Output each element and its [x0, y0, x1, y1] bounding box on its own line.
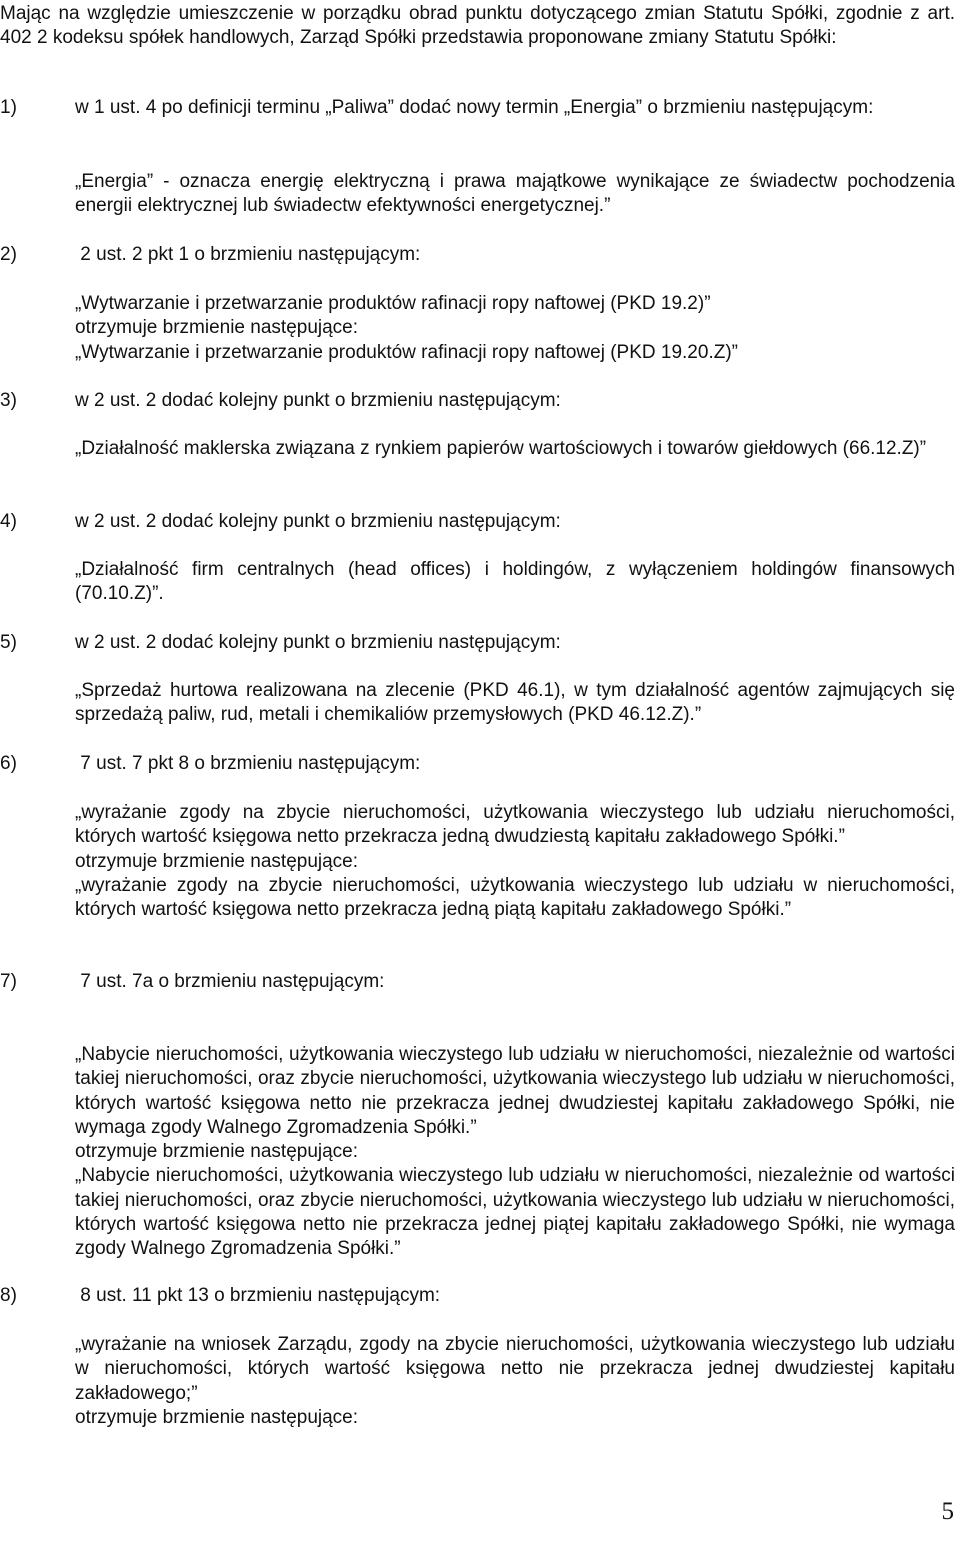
item-number: 4)	[0, 511, 17, 532]
quote-text: „Nabycie nieruchomości, użytkowania wieczystego lub udziału w nieruchomości, niezależnie od wartości takiej nieruchomości, oraz zbycie nieruchomości, użytkowania wieczystego lub udziału w nieruchomości, których wartość księgowa netto nie przekracza jednej piątej kapitału zakładowego Spółki, nie wymaga zgody Walnego Zgromadzenia Spółki.”	[75, 1165, 955, 1260]
quote-text: „Działalność maklerska związana z rynkiem papierów wartościowych i towarów giełdowych (66.12.Z)”	[75, 438, 927, 459]
item-number: 7)	[0, 971, 17, 992]
quote-text: „Działalność firm centralnych (head offices) i holdingów, z wyłączeniem holdingów finansowych (70.10.Z)”.	[75, 559, 955, 605]
item-heading: 7 ust. 7a o brzmieniu następującym:	[75, 971, 385, 992]
item-1-body	[75, 170, 955, 219]
item-number: 6)	[0, 753, 17, 774]
item-heading: 7 ust. 7 pkt 8 o brzmieniu następującym:	[75, 753, 421, 774]
change-label: otrzymuje brzmienie następujące:	[75, 317, 359, 339]
item-number: 5)	[0, 632, 17, 653]
quote-text: „Sprzedaż hurtowa realizowana na zlecenie (PKD 46.1), w tym działalność agentów zajmujących się sprzedażą paliw, rud, metali i chemikaliów przemysłowych (PKD 46.12.Z).”	[75, 680, 955, 726]
item-5	[0, 631, 955, 655]
item-7	[0, 970, 955, 994]
item-heading: w 2 ust. 2 dodać kolejny punkt o brzmieniu następującym:	[75, 511, 561, 532]
change-label: otrzymuje brzmienie następujące:	[75, 1406, 359, 1428]
item-3-body	[75, 437, 955, 461]
change-label: otrzymuje brzmienie następujące:	[75, 850, 359, 872]
change-label: otrzymuje brzmienie następujące:	[75, 1141, 359, 1163]
intro-paragraph	[0, 2, 955, 51]
quote-text: „Wytwarzanie i przetwarzanie produktów rafinacji ropy naftowej (PKD 19.2)”	[75, 293, 711, 314]
quote-text: „wyrażanie zgody na zbycie nieruchomości, użytkowania wieczystego lub udziału nieruchomości, których wartość księgowa netto przekracza jedną dwudziestą kapitału zakładowego Spółki.”	[75, 802, 955, 848]
quote-text: „Nabycie nieruchomości, użytkowania wieczystego lub udziału w nieruchomości, niezależnie od wartości takiej nieruchomości, oraz zbycie nieruchomości, użytkowania wieczystego lub udziału w nieruchomości, których wartość księgowa netto nie przekracza jednej dwudziestej kapitału zakładowego Spółki, nie wymaga zgody Walnego Zgromadzenia Spółki.”	[75, 1044, 955, 1138]
item-heading: w 2 ust. 2 dodać kolejny punkt o brzmieniu następującym:	[75, 632, 561, 653]
item-heading: w 2 ust. 2 dodać kolejny punkt o brzmieniu następującym:	[75, 390, 561, 411]
item-number: 8)	[0, 1285, 17, 1306]
quote-text: „Energia” - oznacza energię elektryczną i prawa majątkowe wynikające ze świadectw pochodzenia energii elektrycznej lub świadectw efektywności energetycznej.”	[75, 171, 955, 217]
item-5-body	[75, 679, 955, 728]
item-1	[0, 96, 955, 120]
quote-text: „Wytwarzanie i przetwarzanie produktów rafinacji ropy naftowej (PKD 19.20.Z)”	[75, 341, 738, 363]
item-number: 3)	[0, 390, 17, 411]
quote-text: „wyrażanie zgody na zbycie nieruchomości, użytkowania wieczystego lub udziału w nieruchomości, których wartość księgowa netto przekracza jedną piątą kapitału zakładowego Spółki.”	[75, 874, 955, 921]
item-4	[0, 510, 955, 534]
item-8-body	[75, 1333, 955, 1430]
intro-text: Mając na względzie umieszczenie w porządku obrad punktu dotyczącego zmian Statutu Spółki, zgodnie z art. 402 2 kodeksu spółek handlowych, Zarząd Spółki przedstawia proponowane zmiany Statutu Spółki:	[0, 3, 955, 49]
item-number: 2)	[0, 244, 17, 265]
item-heading: 2 ust. 2 pkt 1 o brzmieniu następującym:	[75, 244, 421, 265]
item-8	[0, 1284, 955, 1308]
item-7-body	[75, 1043, 955, 1262]
item-6-body	[75, 801, 955, 922]
item-2-body	[75, 292, 955, 365]
page-number: 5	[941, 1498, 954, 1525]
quote-text: „wyrażanie na wniosek Zarządu, zgody na zbycie nieruchomości, użytkowania wieczystego lub udziału w nieruchomości, których wartość księgowa netto nie przekracza jednej dwudziestej kapitału zakładowego;”	[75, 1334, 955, 1404]
item-6	[0, 752, 955, 776]
item-heading: 8 ust. 11 pkt 13 o brzmieniu następującym:	[75, 1285, 441, 1306]
item-2	[0, 243, 955, 267]
item-number: 1)	[0, 97, 17, 118]
item-3	[0, 389, 955, 413]
item-heading: w 1 ust. 4 po definicji terminu „Paliwa” dodać nowy termin „Energia” o brzmieniu następującym:	[75, 97, 874, 118]
item-4-body	[75, 558, 955, 607]
